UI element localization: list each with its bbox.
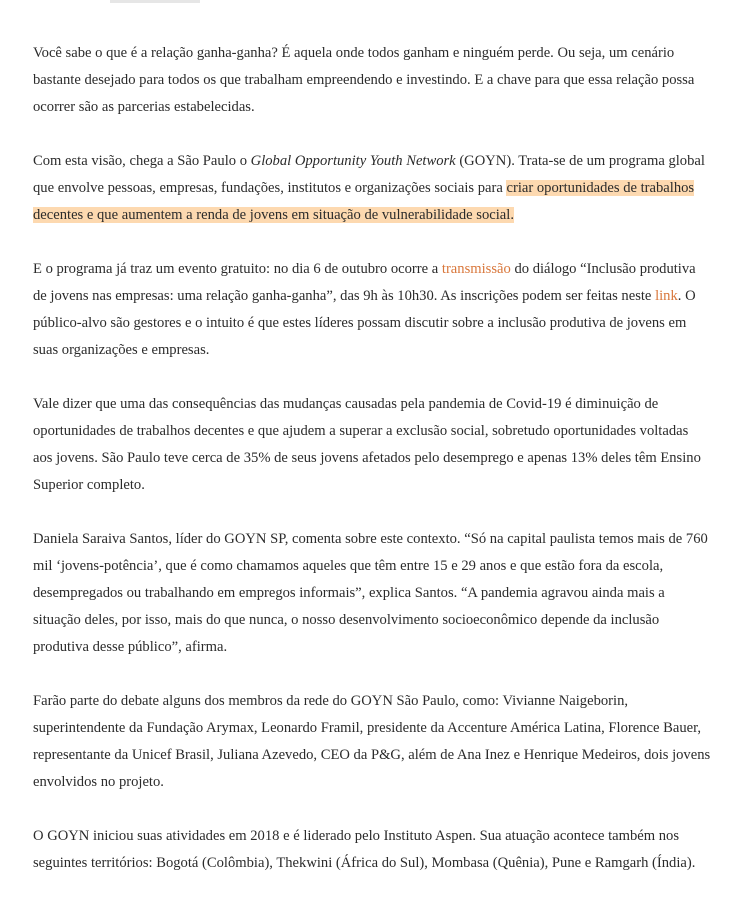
paragraph-text: . O público-alvo são gestores e o intuito é que estes líderes possam discutir sobre a inclusão produtiva de jovens em suas organizações e empresas. (33, 288, 696, 358)
paragraph-event (33, 256, 711, 364)
paragraph-text: do diálogo “Inclusão produtiva de jovens nas empresas: uma relação ganha-ganha”, das 9h às 10h30. As inscrições podem ser feitas neste (33, 261, 696, 304)
paragraph-text: E o programa já traz um evento gratuito: no dia 6 de outubro ocorre a (33, 261, 442, 277)
highlighted-text: criar oportunidades de trabalhos decentes e que aumentem a renda de jovens em situação de vulnerabilidade social. (33, 180, 695, 223)
program-name-italic: Global Opportunity Youth Network (250, 153, 456, 169)
paragraph-goyn-arrival (33, 148, 711, 229)
paragraph-quote: Daniela Saraiva Santos, líder do GOYN SP, comenta sobre este contexto. “Só na capital paulista temos mais de 760 mil ‘jovens-potência’, que é como chamamos aqueles que têm entre 15 e 29 anos e que estão fora da escola, desempregados ou trabalhando em empregos informais”, explica Santos. “A pandemia agravou ainda mais a situação deles, por isso, mais do que nunca, o nosso desenvolvimento socioeconômico depende da inclusão produtiva desse público”, afirma. (33, 531, 708, 655)
paragraph-pandemic: Vale dizer que uma das consequências das mudanças causadas pela pandemia de Covid-19 é diminuição de oportunidades de trabalhos decentes e que ajudem a superar a exclusão social, sobretudo oportunidades voltadas aos jovens. São Paulo teve cerca de 35% de seus jovens afetados pelo desemprego e apenas 13% deles têm Ensino Superior completo. (33, 396, 701, 493)
paragraph-debate-members: Farão parte do debate alguns dos membros da rede do GOYN São Paulo, como: Vivianne Naigeborin, superintendente da Fundação Arymax, Leonardo Framil, presidente da Accenture América Latina, Florence Bauer, representante da Unicef Brasil, Juliana Azevedo, CEO da P&G, além de Ana Inez e Henrique Medeiros, dois jovens envolvidos no projeto. (33, 693, 711, 790)
paragraph-text: Com esta visão, chega a São Paulo o (33, 153, 251, 169)
paragraph-text: (GOYN). Trata-se de um programa global que envolve pessoas, empresas, fundações, institutos e organizações sociais para (33, 153, 705, 196)
paragraph-intro: Você sabe o que é a relação ganha-ganha? É aquela onde todos ganham e ninguém perde. Ou seja, um cenário bastante desejado para todos os que trabalham empreendendo e investindo. E a chave para que essa relação possa ocorrer são as parcerias estabelecidas. (33, 45, 695, 115)
cropped-header-remnant (110, 0, 200, 3)
transmission-link[interactable]: transmissão (441, 261, 511, 277)
registration-link[interactable]: link (655, 288, 678, 304)
article-body (33, 40, 711, 904)
paragraph-territories: O GOYN iniciou suas atividades em 2018 e é liderado pelo Instituto Aspen. Sua atuação acontece também nos seguintes territórios: Bogotá (Colômbia), Thekwini (África do Sul), Mombasa (Quênia), Pune e Ramgarh (Índia). (33, 828, 696, 871)
